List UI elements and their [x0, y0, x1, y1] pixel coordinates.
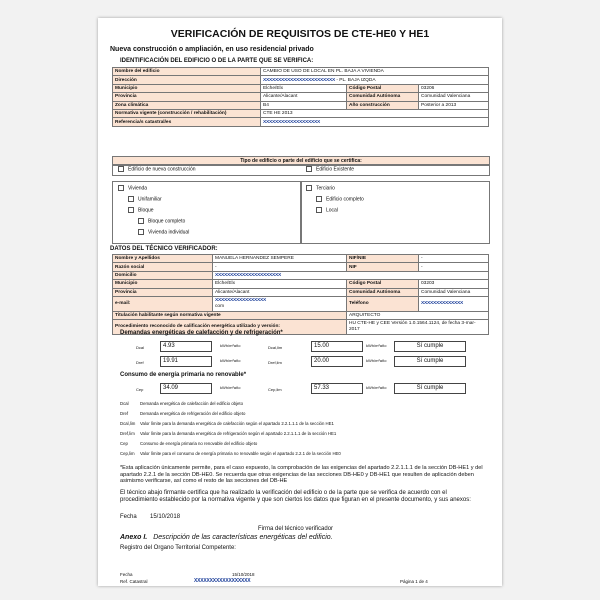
- option-new-building[interactable]: [118, 166, 196, 172]
- table-row: [113, 68, 489, 76]
- annex-label: Anexo I.: [120, 534, 148, 541]
- province-value: Alicante/Alacant: [261, 93, 347, 101]
- checkbox-icon[interactable]: [138, 218, 144, 224]
- address-suffix: - PL. BAJA IZQDA: [336, 77, 376, 83]
- table-row: [113, 271, 489, 279]
- cadastral-ref-value: [261, 118, 489, 126]
- tech-address-mask: XXXXXXXXXXXXXXXXXXXXXX: [215, 272, 281, 278]
- municipality-value: Elche/Elx: [261, 84, 347, 92]
- legend-text: Valor límite para la demanda energética de refrigeración según el apartado 2.2.1.1.1 de la sección HE1: [140, 431, 337, 436]
- legend-item: [120, 441, 257, 446]
- dcallim-unit: kWh/m²año: [366, 343, 387, 348]
- cep-label: Cep: [136, 387, 144, 392]
- tech-province-label: Provincia: [113, 288, 213, 296]
- checkbox-icon[interactable]: [118, 166, 124, 172]
- province-label: Provincia: [113, 93, 261, 101]
- address-label: Dirección: [113, 76, 261, 84]
- table-row: [113, 255, 489, 263]
- legend-text: Valor límite para el consumo de energía primaria no renovable según el apartado 2.2.1 de la sección HE0: [140, 451, 341, 456]
- building-name-label: Nombre del edificio: [113, 68, 261, 76]
- legend-item: [120, 431, 336, 436]
- demands-title: Demandas energéticas de calefacción y de refrigeración*: [120, 330, 283, 336]
- option-label: Bloque: [138, 207, 154, 214]
- region-value: Comunidad Valenciana: [419, 93, 489, 101]
- checkbox-icon[interactable]: [316, 207, 322, 213]
- consumption-title: Consumo de energía primaria no renovable*: [120, 372, 247, 378]
- email-value: [213, 296, 347, 311]
- checkbox-icon[interactable]: [138, 229, 144, 235]
- building-type-header: Tipo de edificio o parte del edificio que se certifica:: [112, 156, 490, 166]
- company-value: -: [213, 263, 347, 271]
- legend-item: [120, 451, 341, 456]
- checkbox-icon[interactable]: [118, 185, 124, 191]
- phone-value: [419, 296, 489, 311]
- declaration-paragraph: El técnico abajo firmante certifica que ha realizado la verificación del edificio o de la parte que se verifica de acuerdo con el procedimiento establecido por la normativa vigente y que son ciertos los datos que figuran en el presente documento, y sus anexos:: [120, 490, 471, 503]
- legend-symbol: Dcal: [120, 401, 129, 406]
- company-nif-label: NIF: [347, 263, 419, 271]
- document-page: [98, 18, 502, 586]
- checkbox-icon[interactable]: [128, 196, 134, 202]
- note-paragraph: *Esta aplicación únicamente permite, para el caso expuesto, la comprobación de las exigencias del apartado 2.2.1.1.1 de la sección DB-HE1 y del apartado 2.2.1 de la sección DB-HE0. Se recuerda que otras exigencias de las secciones DB-HE0 y DB-HE1 que resulten de aplicación deben asimismo verificarse, así como el resto de las secciones del DB-HE: [120, 465, 483, 485]
- phone-label: Teléfono: [347, 296, 419, 311]
- dref-unit: kWh/m²año: [220, 358, 241, 363]
- tech-region-label: Comunidad Autónoma: [347, 288, 419, 296]
- option-label: Edificio Existente: [316, 166, 355, 173]
- table-row: [113, 76, 489, 84]
- dcal-unit: kWh/m²año: [220, 343, 241, 348]
- legend-text: Consumo de energía primaria no renovable del edificio objeto: [140, 441, 258, 446]
- company-label: Razón social: [113, 263, 213, 271]
- option-label: Edificio de nueva construcción: [128, 166, 196, 173]
- option-label: Vivienda: [128, 185, 148, 192]
- option-label: Terciario: [316, 185, 335, 192]
- dcallim-value: 15.00: [311, 341, 363, 352]
- signature-caption: Firma del técnico verificador: [258, 526, 334, 532]
- tech-name-label: Nombre y Apellidos: [113, 255, 213, 263]
- tech-postal-code-label: Código Postal: [347, 280, 419, 288]
- legend-item: [120, 421, 334, 426]
- checkbox-icon[interactable]: [306, 166, 312, 172]
- section-technician-heading: DATOS DEL TÉCNICO VERIFICADOR:: [110, 246, 218, 252]
- dcal-compliance-badge: Sí cumple: [394, 341, 466, 352]
- tech-nif-label: NIF/NIE: [347, 255, 419, 263]
- table-row: [113, 288, 489, 296]
- construction-year-value: Posterior a 2013: [419, 101, 489, 109]
- tech-region-value: Comunidad Valenciana: [419, 288, 489, 296]
- legend-text: Demanda energética de calefacción del edificio objeto: [140, 401, 243, 406]
- legend-symbol: Dref,lim: [120, 431, 135, 436]
- table-row: [113, 311, 489, 319]
- address-value: [261, 76, 489, 84]
- annex-line: [120, 534, 333, 541]
- legend-text: Demanda energética de refrigeración del edificio objeto: [140, 411, 246, 416]
- option-label: Unifamiliar: [138, 196, 162, 203]
- checkbox-icon[interactable]: [306, 185, 312, 191]
- legend-symbol: Cep,lim: [120, 451, 135, 456]
- cep-compliance-badge: Sí cumple: [394, 383, 466, 394]
- table-row: [113, 118, 489, 126]
- qualification-label: Titulación habilitante según normativa vigente: [113, 311, 347, 319]
- annex-text: Descripción de las características energéticas del edificio.: [153, 534, 333, 541]
- qualification-value: ARQUITECTO: [347, 311, 489, 319]
- option-label: Local: [326, 207, 338, 214]
- tech-name-value: MANUELA HERNANDEZ SEMPERE: [213, 255, 347, 263]
- option-label: Edificio completo: [326, 196, 364, 203]
- option-existing-building[interactable]: [306, 166, 354, 172]
- footer-date-value: 15/10/2018: [232, 572, 255, 577]
- dref-label: Dref: [136, 360, 144, 365]
- postal-code-label: Código Postal: [347, 84, 419, 92]
- signature-date-value: 15/10/2018: [150, 514, 181, 520]
- phone-mask: XXXXXXXXXXXXXX: [421, 301, 463, 307]
- legend-item: [120, 401, 243, 406]
- regulation-label: Normativa vigente (construcción / rehabilitación): [113, 109, 261, 117]
- option-label: Bloque completo: [148, 218, 186, 225]
- email-label: e-mail:: [113, 296, 213, 311]
- tech-nif-value: -: [419, 255, 489, 263]
- legend-item: [120, 411, 245, 416]
- address-mask: XXXXXXXXXXXXXXXXXXXXXXXX: [263, 77, 335, 83]
- cep-value: 34.09: [160, 383, 212, 394]
- dcal-label: Dcal: [136, 345, 145, 350]
- tech-address-label: Domicilio: [113, 271, 213, 279]
- email-mask: XXXXXXXXXXXXXXXXX: [215, 297, 266, 303]
- legend-symbol: Dcal,lim: [120, 421, 136, 426]
- registry-label: Registro del Organo Territorial Competente:: [120, 545, 236, 551]
- footer-ref-label: Ref. Catastral: [120, 579, 148, 584]
- cep-unit: kWh/m²año: [220, 385, 241, 390]
- company-nif-value: -: [419, 263, 489, 271]
- checkbox-icon[interactable]: [128, 207, 134, 213]
- table-row: [113, 296, 489, 311]
- checkbox-icon[interactable]: [316, 196, 322, 202]
- table-row: [113, 109, 489, 117]
- dreflim-unit: kWh/m²año: [366, 358, 387, 363]
- dcallim-label: Dcal,lim: [268, 345, 283, 350]
- tech-municipality-value: Elche/Elx: [213, 280, 347, 288]
- dreflim-value: 20.00: [311, 356, 363, 367]
- option-vivienda[interactable]: [118, 185, 147, 191]
- option-vivienda-individual[interactable]: [138, 229, 189, 235]
- footer-ref-value: XXXXXXXXXXXXXXXXXX: [194, 578, 251, 584]
- option-bloque[interactable]: [128, 207, 154, 213]
- legend-text: Valor límite para la demanda energética de calefacción según el apartado 2.2.1.1.1 de la sección HE1: [140, 421, 334, 426]
- signature-date-label: Fecha: [120, 514, 137, 520]
- procedure-value: HU CTE-HE y CEE Versión 1.0.1564.1124, de fecha 3-mar-2017: [347, 320, 489, 335]
- option-bloque-completo[interactable]: [138, 218, 185, 224]
- email-suffix: com: [215, 303, 225, 309]
- building-name-value: CAMBIO DE USO DE LOCAL EN PL. BAJA A VIVIENDA: [261, 68, 489, 76]
- option-label: Vivienda individual: [148, 229, 190, 236]
- ceplim-value: 57.33: [311, 383, 363, 394]
- dref-compliance-badge: Sí cumple: [394, 356, 466, 367]
- climate-zone-label: Zona climática: [113, 101, 261, 109]
- document-title: VERIFICACIÓN DE REQUISITOS DE CTE-HE0 Y HE1: [170, 28, 430, 40]
- dref-value: 19.91: [160, 356, 212, 367]
- table-row: [113, 280, 489, 288]
- procedure-label: Procedimiento reconocido de calificación energética utilizado y versión:: [113, 320, 347, 335]
- table-row: [113, 101, 489, 109]
- construction-year-label: Año construcción: [347, 101, 419, 109]
- building-table: [112, 67, 489, 127]
- cadastral-ref-mask: XXXXXXXXXXXXXXXXXXX: [263, 119, 320, 125]
- table-row: [113, 263, 489, 271]
- dcal-value: 4.93: [160, 341, 212, 352]
- dreflim-label: Dref,lim: [268, 360, 282, 365]
- option-local[interactable]: [316, 207, 338, 213]
- legend-symbol: Dref: [120, 411, 129, 416]
- section-building-heading: IDENTIFICACIÓN DEL EDIFICIO O DE LA PARTE QUE SE VERIFICA:: [120, 58, 314, 64]
- ceplim-unit: kWh/m²año: [366, 385, 387, 390]
- page-number: Página 1 de 4: [400, 579, 428, 584]
- tech-address-value: [213, 271, 489, 279]
- legend-symbol: Cep: [120, 441, 128, 446]
- cadastral-ref-label: Referencia/s catastral/es: [113, 118, 261, 126]
- tech-postal-code-value: 03203: [419, 280, 489, 288]
- tech-province-value: Alicante/Alacant: [213, 288, 347, 296]
- climate-zone-value: B4: [261, 101, 347, 109]
- option-terciario[interactable]: [306, 185, 335, 191]
- document-subtitle: Nueva construcción o ampliación, en uso residencial privado: [110, 46, 314, 53]
- postal-code-value: 03206: [419, 84, 489, 92]
- technician-table: [112, 254, 489, 335]
- municipality-label: Municipio: [113, 84, 261, 92]
- option-edificio-completo[interactable]: [316, 196, 364, 202]
- table-row: [113, 93, 489, 101]
- tech-municipality-label: Municipio: [113, 280, 213, 288]
- option-unifamiliar[interactable]: [128, 196, 162, 202]
- table-row: [113, 84, 489, 92]
- region-label: Comunidad Autónoma: [347, 93, 419, 101]
- ceplim-label: Cep,lim: [268, 387, 282, 392]
- regulation-value: CTE HE 2013: [261, 109, 489, 117]
- footer-date-label: Fecha: [120, 572, 133, 577]
